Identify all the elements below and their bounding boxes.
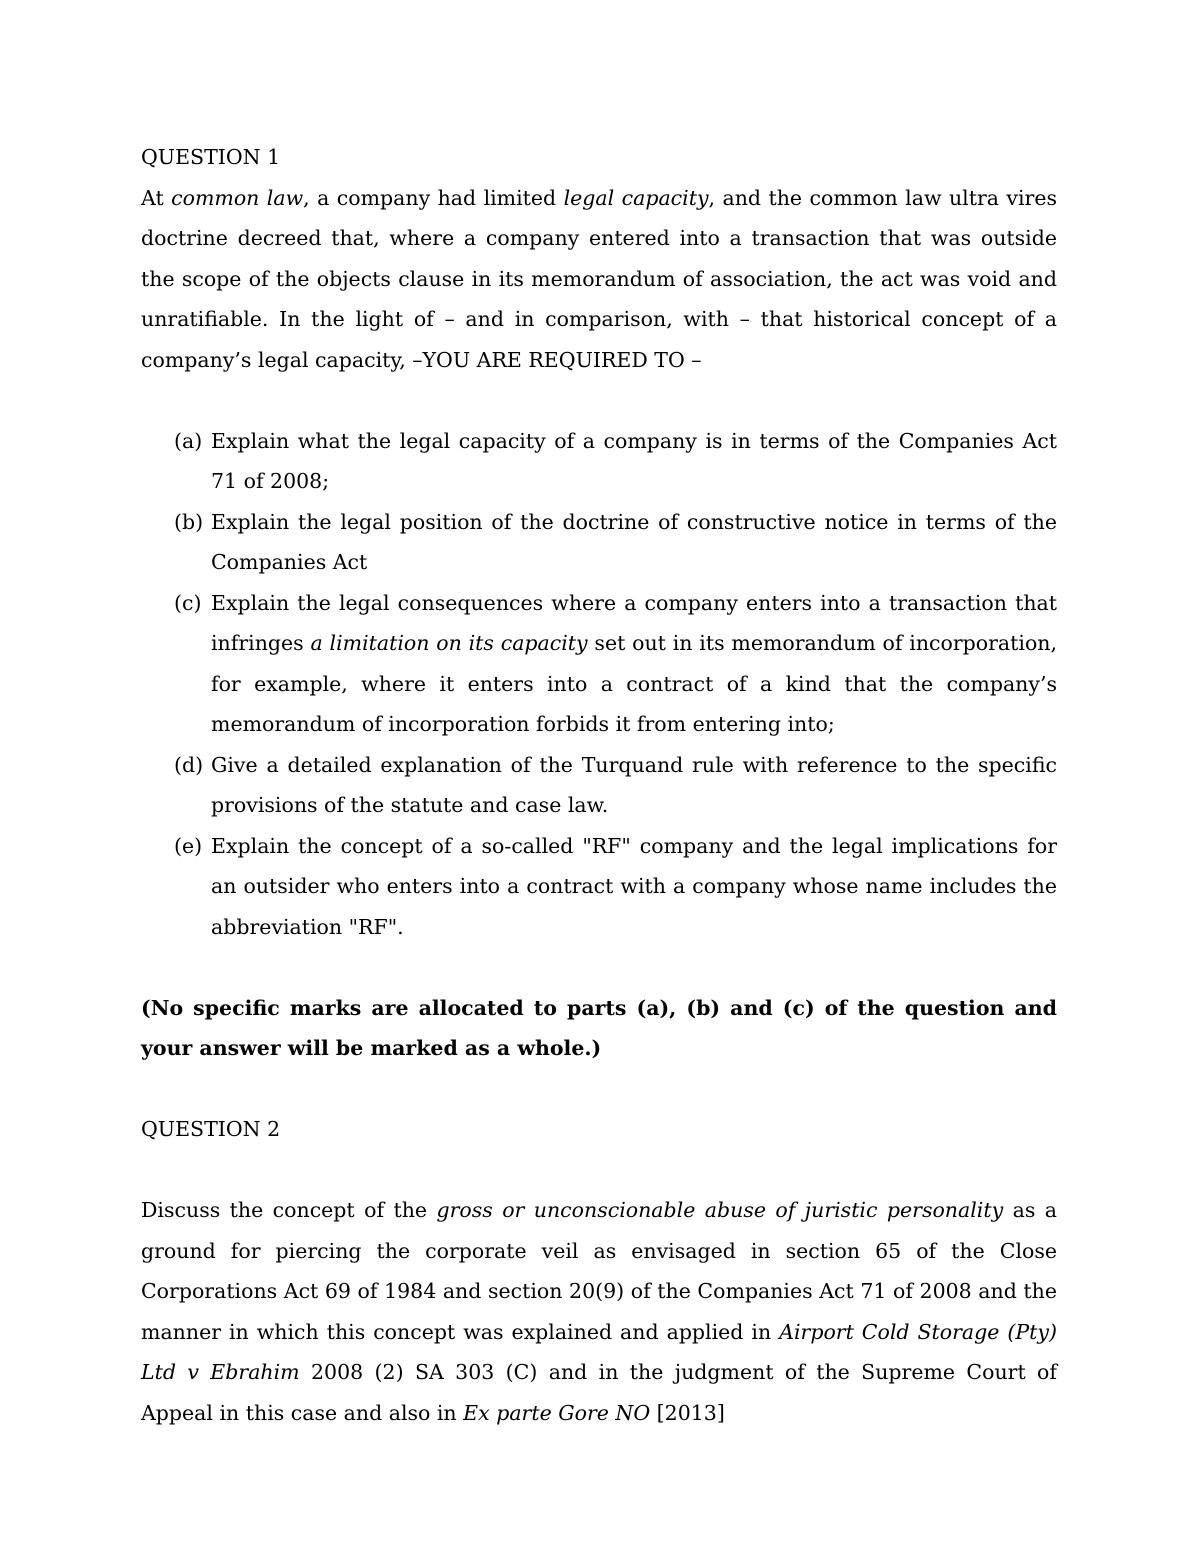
question-2-heading: QUESTION 2 bbox=[141, 1117, 281, 1141]
spacer bbox=[141, 380, 1057, 421]
part-text: Explain what the legal capacity of a company is in terms of the Companies Act 71 of 2008; bbox=[211, 428, 1057, 493]
part-marker: (e) bbox=[174, 833, 203, 858]
part-text: Explain the legal consequences where a company enters into a transaction that infringes a limitation on its capacity set out in its memorandum of incorporation, for example, where it enters into a contract of a kind that the company’s memorandum of incorporation forbids it from entering into; bbox=[211, 590, 1058, 736]
question-1-intro: At common law, a company had limited legal capacity, and the common law ultra vires doctrine decreed that, where a company entered into a transaction that was outside the scope of the objects clause in its memorandum of association, the act was void and unratifiable. In the light of – and in comparison, with – that historical concept of a company’s legal capacity, –YOU ARE REQUIRED TO – bbox=[141, 185, 1057, 372]
spacer bbox=[141, 1069, 1057, 1110]
document-page bbox=[141, 137, 1057, 1433]
part-c bbox=[141, 583, 1057, 745]
spacer bbox=[141, 947, 1057, 988]
marks-allocation-note: (No specific marks are allocated to parts (a), (b) and (c) of the question and your answer will be marked as a whole.) bbox=[141, 995, 1057, 1060]
part-text: Explain the legal position of the doctrine of constructive notice in terms of the Companies Act bbox=[211, 509, 1057, 574]
part-a bbox=[141, 421, 1057, 502]
part-marker: (d) bbox=[174, 752, 204, 777]
question-2-body: Discuss the concept of the gross or unconscionable abuse of juristic personality as a ground for piercing the corporate veil as envisaged in section 65 of the Close Corporations Act 69 of 1984 and section 20(9) of the Companies Act 71 of 2008 and the manner in which this concept was explained and applied in Airport Cold Storage (Pty) Ltd v Ebrahim 2008 (2) SA 303 (C) and in the judgment of the Supreme Court of Appeal in this case and also in Ex parte Gore NO [2013] bbox=[141, 1198, 1057, 1425]
part-marker: (a) bbox=[174, 428, 203, 453]
question-1-heading: QUESTION 1 bbox=[141, 145, 281, 169]
part-e bbox=[141, 826, 1057, 948]
spacer bbox=[141, 1150, 1057, 1191]
part-d bbox=[141, 745, 1057, 826]
part-marker: (b) bbox=[174, 509, 204, 534]
part-b bbox=[141, 502, 1057, 583]
part-text: Explain the concept of a so-called "RF" company and the legal implications for an outsider who enters into a contract with a company whose name includes the abbreviation "RF". bbox=[211, 833, 1057, 939]
part-marker: (c) bbox=[174, 590, 202, 615]
part-text: Give a detailed explanation of the Turquand rule with reference to the specific provisions of the statute and case law. bbox=[211, 752, 1057, 817]
question-1-parts bbox=[141, 421, 1057, 948]
